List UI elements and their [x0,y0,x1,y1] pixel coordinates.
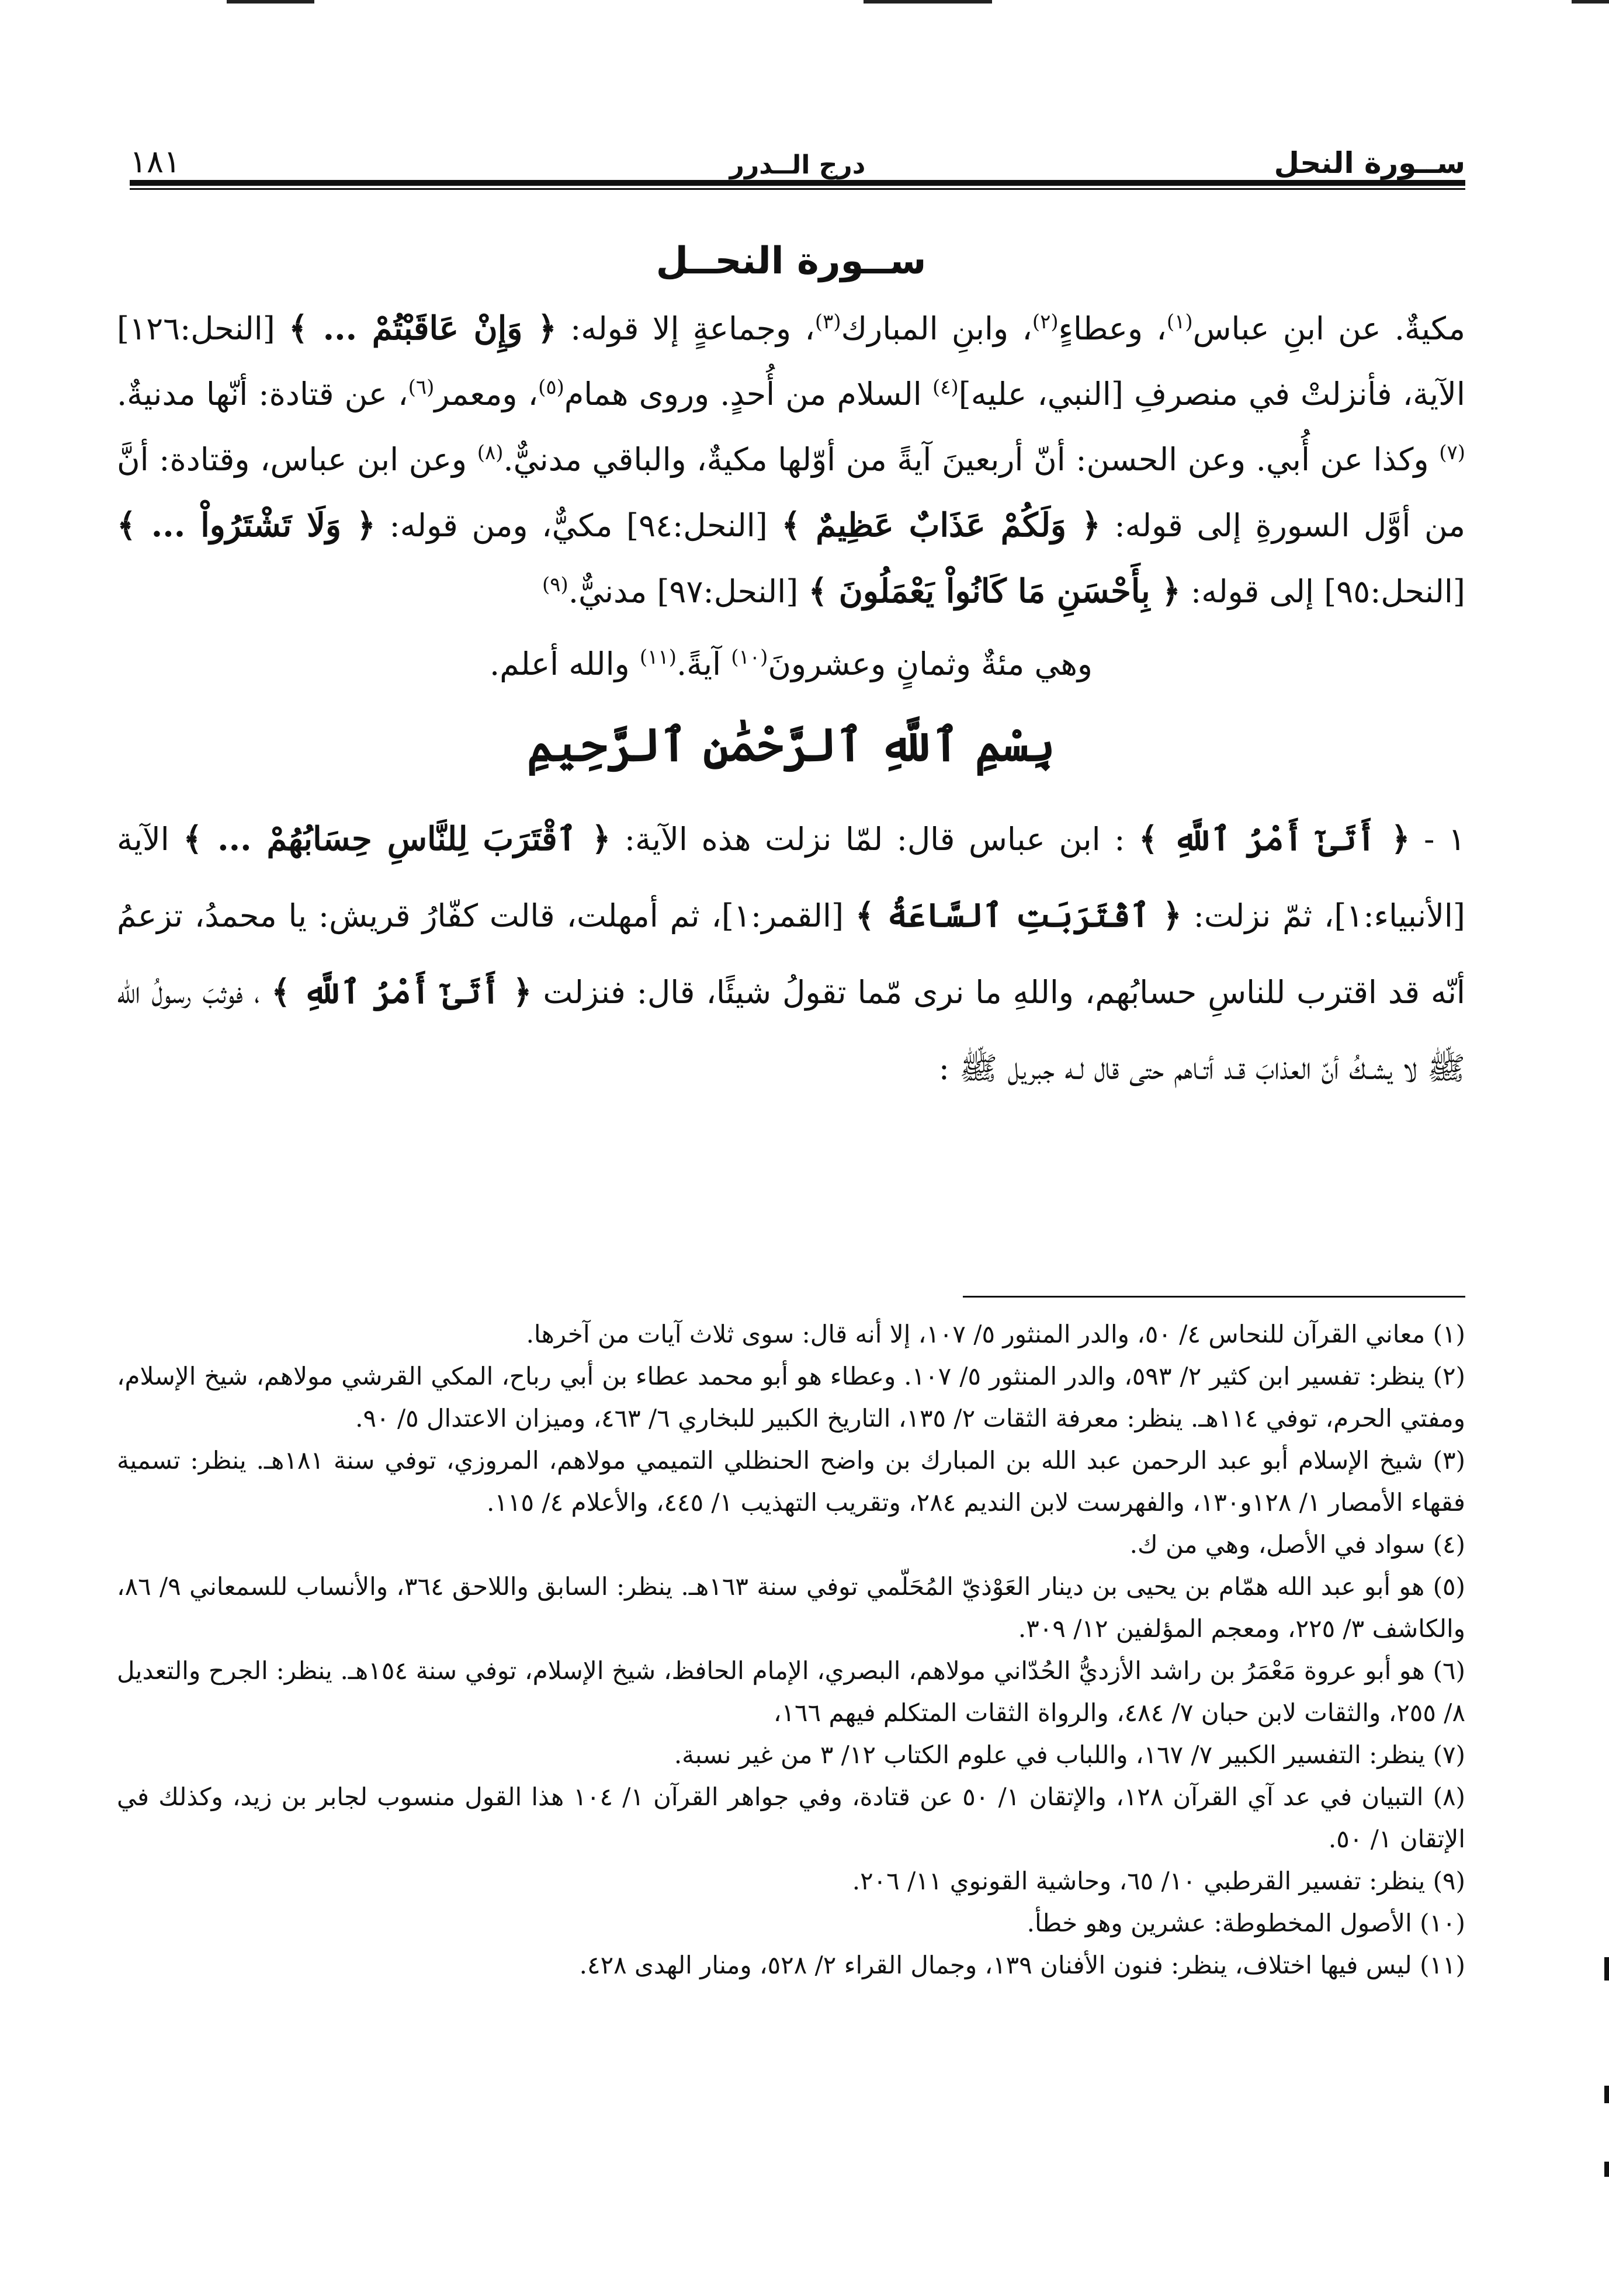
text-span: [النحل:٩٧] مدنيٌّ. [568,573,799,610]
scan-artifact [1604,2162,1609,2177]
text-span: مكيةٌ. عن ابنِ عباس [1192,310,1465,347]
text-span: وكذا عن أُبي. وعن الحسن: أنّ أربعينَ آيةً من أوّلها مكيةٌ، والباقي مدنيٌّ. [503,441,1429,478]
footnote-text: شيخ الإسلام أبو عبد الرحمن عبد الله بن المبارك بن واضح الحنظلي التميمي مولاهم، المروزي، توفي سنة ١٨١هـ. ينظر: تسمية فقهاء الأمصار ١/ ١٢٨و١٣٠، والفهرست لابن النديم ٢٨٤، وتقريب التهذيب ١/ ٤٤٥، والأعلام ٤/ ١١٥. [117,1446,1465,1517]
footnote [117,1440,1465,1524]
footnote-text: ينظر: تفسير ابن كثير ٢/ ٥٩٣، والدر المنثور ٥/ ١٠٧. وعطاء هو أبو محمد عطاء بن أبي رباح، المكي القرشي مولاهم، شيخ الإسلام، ومفتي الحرم، توفي ١١٤هـ. ينظر: معرفة الثقات ٢/ ١٣٥، التاريخ الكبير للبخاري ٦/ ٤٦٣، وميزان الاعتدال ٥/ ٩٠. [117,1362,1465,1433]
text-span: [النحل:١٢٦] الآية، فأنزلتْ في منصرفِ [النبي، عليه] [117,310,1465,412]
footnote-text: الأصول المخطوطة: عشرين وهو خطأ. [1027,1909,1412,1937]
header-rule-thin [130,188,1465,190]
header-book-title: درج الــدرر [729,150,866,180]
footnote-ref[interactable]: (٩) [542,573,568,596]
footnote-ref[interactable]: (٤) [932,376,959,399]
footnote [117,1650,1465,1734]
text-span: السلام من أُحدٍ. وروى همام [564,376,922,412]
quran-quote: ﴿ بِأَحْسَنِ مَا كَانُواْ يَعْمَلُونَ ﴾ [808,572,1181,611]
footnote-separator [963,1296,1465,1298]
text-span: والله أعلم. [489,646,630,682]
footnote-number: (٣) [1433,1446,1465,1475]
header-sura-name: ســورة النحل [1274,146,1465,180]
header-rule-thick [130,180,1465,186]
quran-quote: ﴿ وَلَكُمْ عَذَابٌ عَظِيمٌ ﴾ [781,506,1101,544]
text-span: ، وابنِ المبارك [841,310,1032,347]
footnote-text: التبيان في عد آي القرآن ١٢٨، والإتقان ١/ ٥٠ عن قتادة، وفي جواهر القرآن ١/ ١٠٤ هذا القول منسوب لجابر بن زيد، وكذلك في الإتقان ١/ ٥٠. [117,1782,1465,1853]
footnote [117,1944,1465,1986]
footnote [117,1566,1465,1650]
scan-artifact [1604,2086,1609,2103]
text-span: [القمر:١]، ثم أمهلت، قالت كفّارُ قريش: يا محمدُ، تزعمُ أنّه قد اقترب للناسِ حسابُهم، واللهِ ما نرى مّما تقولُ شيئًا، قال: فنزلت [117,897,1466,1011]
running-header [130,133,1465,187]
quran-quote: ﴿ وَلَا تَشْتَرُواْ ... ﴾ [117,506,376,544]
quran-quote: ﴿ أَتَىٰٓ أَمْرُ ٱللَّهِ ﴾ [1138,820,1410,858]
footnote-text: ليس فيها اختلاف، ينظر: فنون الأفنان ١٣٩، وجمال القراء ٢/ ٥٢٨، ومنار الهدى ٤٢٨. [579,1951,1412,1979]
footnotes [117,1313,1465,1986]
footnote-text: معاني القرآن للنحاس ٤/ ٥٠، والدر المنثور ٥/ ١٠٧، إلا أنه قال: سوى ثلاث آيات من آخرها. [526,1320,1426,1348]
footnote-number: (٧) [1433,1740,1465,1769]
footnote-ref[interactable]: (١١) [639,646,677,669]
quran-quote: ﴿ ٱقْتَرَبَ لِلنَّاسِ حِسَابُهُمْ ... ﴾ [183,820,611,858]
footnote-number: (٢) [1433,1362,1465,1390]
text-span: وهي مئةٌ وثمانٍ وعشرونَ [768,646,1093,682]
text-span: ، ومعمر [434,376,539,412]
footnote-ref[interactable]: (٢) [1032,310,1059,334]
footnote-number: (١) [1433,1320,1465,1348]
footnote-ref[interactable]: (١٠) [731,646,768,669]
scan-artifact [227,0,314,4]
footnote-text: هو أبو عروة مَعْمَرُ بن راشد الأزديُّ الحُدّاني مولاهم، البصري، الإمام الحافظ، شيخ الإسلام، توفي سنة ١٥٤هـ. ينظر: الجرح والتعديل ٨/ ٢٥٥، والثقات لابن حبان ٧/ ٤٨٤، والرواة الثقات المتكلم فيهم ١٦٦، [117,1656,1465,1727]
footnote-number: (٨) [1433,1782,1465,1811]
basmala: بِسْمِ ٱللَّهِ ٱلرَّحْمَٰنِ ٱلرَّحِيمِ [526,719,1056,772]
text-span: آيةً. [676,646,722,682]
text-span: ، وجماعةٍ إلا قوله: [570,310,815,347]
quran-quote: ﴿ أَتَىٰٓ أَمْرُ ٱللَّهِ ﴾ [271,973,532,1011]
text-span: [النحل:٩٤] مكيٌّ، ومن قوله: [389,507,768,544]
text-span: الآية [الأنبياء:١]، ثمّ نزلت: [117,821,1465,934]
page-number: ١٨١ [130,143,181,180]
footnote [117,1902,1465,1944]
footnote-text: هو أبو عبد الله همّام بن يحيى بن دينار العَوْذيّ المُحَلّمي توفي سنة ١٦٣هـ. ينظر: السابق واللاحق ٣٦٤، والأنساب للسمعاني ٩/ ٨٦، والكاشف ٣/ ٢٢٥، ومعجم المؤلفين ١٢/ ٣٠٩. [117,1572,1465,1643]
footnote-number: (٦) [1433,1656,1465,1685]
verse-count-line [117,625,1465,697]
main-text [117,240,1465,1107]
footnote-number: (٥) [1433,1572,1465,1601]
text-span: ، عن قتادة: أنّها مدنيةٌ. [117,376,408,412]
footnote-ref[interactable]: (٣) [814,310,841,334]
ayah-commentary [117,801,1465,1107]
footnote-ref[interactable]: (٨) [477,441,504,464]
text-span: ، فوثبَ رسولُ الله ﷺ لا يشـكُ أنّ العذابَ قـد أتـاهم حتى قال لـه جبريل ﷺ : [117,974,1465,1087]
sura-title: ســورة النحــل [656,240,927,283]
footnote-number: (٩) [1433,1867,1465,1895]
footnote-ref[interactable]: (٦) [408,376,435,399]
footnote-ref[interactable]: (٥) [538,376,564,399]
scan-artifact [864,0,992,4]
footnote [117,1313,1465,1355]
footnote-number: (٤) [1433,1530,1465,1559]
footnote [117,1860,1465,1902]
footnote-text: ينظر: التفسير الكبير ٧/ ١٦٧، واللباب في علوم الكتاب ١٢/ ٣ من غير نسبة. [674,1740,1426,1769]
quran-quote: ﴿ ٱقْتَرَبَتِ ٱلسَّاعَةُ ﴾ [855,896,1182,935]
scan-artifact [1572,0,1609,4]
footnote-text: ينظر: تفسير القرطبي ١٠/ ٦٥، وحاشية القونوي ١١/ ٢٠٦. [852,1867,1426,1895]
text-span: [النحل:٩٥] إلى قوله: [1191,573,1465,610]
scan-artifact [1604,1957,1609,1981]
footnote-ref[interactable]: (٧) [1439,441,1466,464]
ayah-number: ١ - [1424,821,1465,858]
intro-paragraph [117,296,1465,625]
footnote-text: سواد في الأصل، وهي من ك. [1129,1530,1426,1559]
text-span: وعن ابن عباس، وقتادة: أنَّ من أوَّل السورةِ إلى قوله: [117,441,1466,544]
footnote [117,1734,1465,1776]
footnote [117,1524,1465,1566]
footnote-number: (١٠) [1420,1909,1465,1937]
footnote [117,1776,1465,1860]
footnote [117,1355,1465,1440]
quran-quote: ﴿ وَإِنْ عَاقَبْتُمْ ... ﴾ [289,309,557,348]
text-span: : ابن عباس قال: لمّا نزلت هذه الآية: [624,821,1125,858]
text-span: ، وعطاءٍ [1058,310,1167,347]
footnote-number: (١١) [1420,1951,1465,1979]
footnote-ref[interactable]: (١) [1166,310,1193,334]
